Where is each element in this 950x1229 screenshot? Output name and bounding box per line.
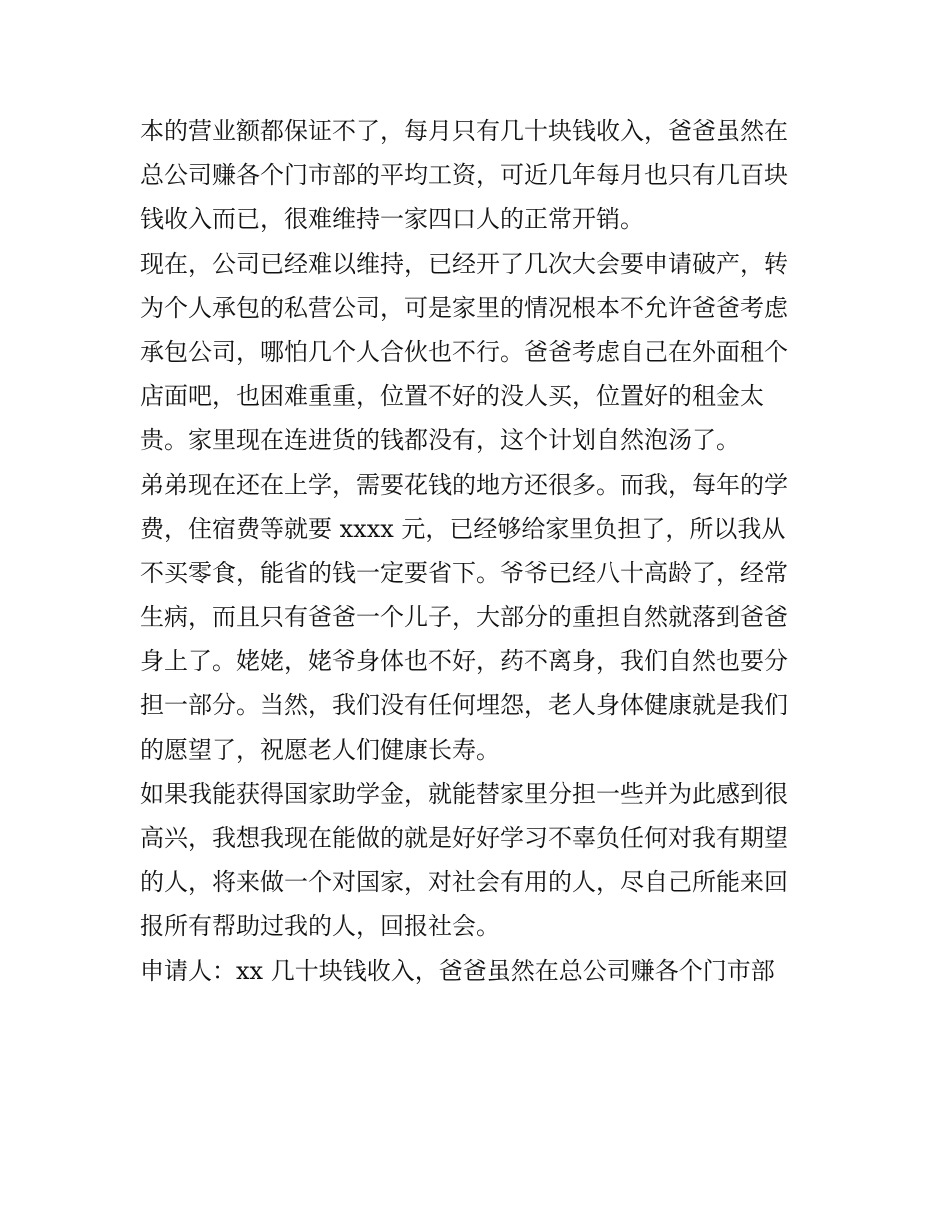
text-line: 总公司赚各个门市部的平均工资，可近几年每月也只有几百块 [140, 161, 788, 190]
text-line: 不买零食，能省的钱一定要省下。爷爷已经八十高龄了，经常 [140, 558, 788, 587]
applicant-line: 申请人：xx 几十块钱收入，爸爸虽然在总公司赚各个门市部 [140, 956, 775, 985]
text-line: 钱收入而已，很难维持一家四口人的正常开销。 [140, 205, 644, 234]
text-line: 费，住宿费等就要 xxxx 元，已经够给家里负担了，所以我从 [140, 514, 786, 543]
text-line: 身上了。姥姥，姥爷身体也不好，药不离身，我们自然也要分 [140, 647, 788, 676]
text-line: 担一部分。当然，我们没有任何埋怨，老人身体健康就是我们 [140, 691, 788, 720]
text-line: 店面吧，也困难重重，位置不好的没人买，位置好的租金太 [140, 382, 764, 411]
text-line: 为个人承包的私营公司，可是家里的情况根本不允许爸爸考虑 [140, 293, 788, 322]
text-line: 高兴，我想我现在能做的就是好好学习不辜负任何对我有期望 [140, 824, 788, 852]
text-line: 的愿望了，祝愿老人们健康长寿。 [140, 735, 500, 764]
text-line: 报所有帮助过我的人，回报社会。 [140, 912, 500, 941]
text-line: 的人，将来做一个对国家，对社会有用的人，尽自己所能来回 [140, 868, 788, 897]
text-line: 如果我能获得国家助学金，就能替家里分担一些并为此感到很 [140, 779, 788, 808]
text-line: 贵。家里现在连进货的钱都没有，这个计划自然泡汤了。 [140, 426, 740, 455]
document-body [140, 109, 820, 993]
text-line: 现在，公司已经难以维持，已经开了几次大会要申请破产，转 [140, 249, 788, 278]
text-line: 弟弟现在还在上学，需要花钱的地方还很多。而我，每年的学 [140, 470, 788, 499]
text-line: 生病，而且只有爸爸一个儿子，大部分的重担自然就落到爸爸 [140, 603, 788, 632]
text-line: 本的营业额都保证不了，每月只有几十块钱收入，爸爸虽然在 [140, 117, 788, 145]
text-line: 承包公司，哪怕几个人合伙也不行。爸爸考虑自己在外面租个 [140, 337, 788, 366]
